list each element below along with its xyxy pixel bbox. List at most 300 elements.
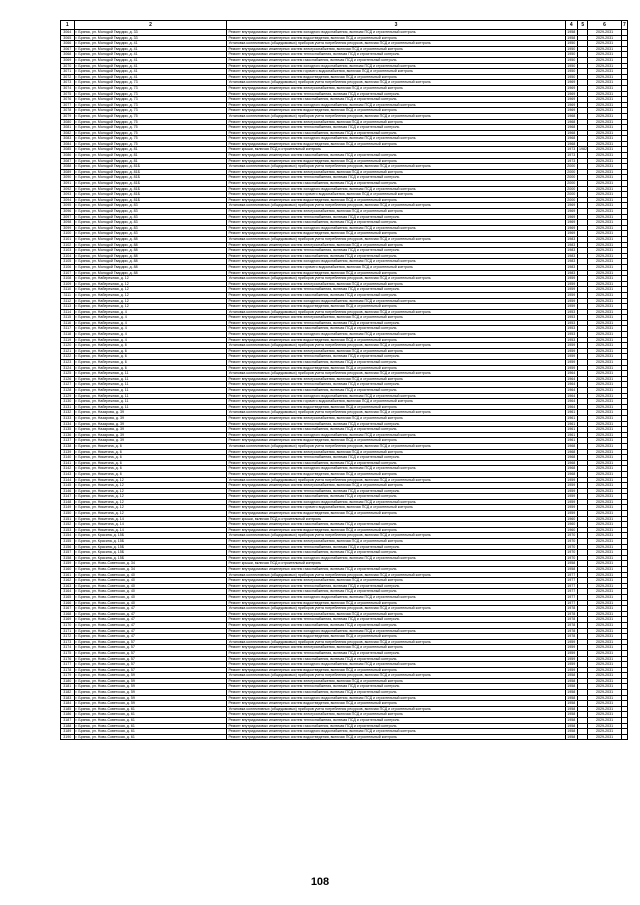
work-type-cell: Ремонт внутридомовых инженерных систем холодного водоснабжения, включая ПСД и строительный контроль	[227, 695, 565, 701]
address-cell: г. Брянск, ул. Ново-Советская, д. 59	[74, 678, 227, 684]
work-type-cell: Ремонт внутридомовых инженерных систем теплоснабжения, включая ПСД и строительный контроль	[227, 382, 565, 388]
work-type-cell: Установка коллективных (общедомовых) приборов учета потребления ресурсов, включая ПСД и строительный контроль	[227, 309, 565, 315]
period-cell: 2029-2031	[588, 337, 621, 343]
work-type-cell: Ремонт внутридомовых инженерных систем холодного водоснабжения, включая ПСД и строительный контроль	[227, 729, 565, 735]
address-cell: г. Брянск, ул. Ново-Советская, д. 59	[74, 690, 227, 696]
address-cell: г. Брянск, ул. Молодой Гвардии, д. 81Б	[74, 181, 227, 187]
period-cell: 2029-2031	[588, 404, 621, 410]
build-year-cell: 1964	[565, 399, 577, 405]
row-number: 3184	[61, 701, 75, 707]
work-type-cell: Ремонт внутридомовых инженерных систем теплоснабжения, включая ПСД и строительный контроль	[227, 421, 565, 427]
period-cell: 2029-2031	[588, 209, 621, 215]
address-cell: г. Брянск, ул. Ново-Советская, д. 47	[74, 611, 227, 617]
build-year-cell: 1968	[565, 443, 577, 449]
row-number: 3082	[61, 130, 75, 136]
period-cell: 2029-2031	[588, 460, 621, 466]
build-year-cell: 1958	[565, 734, 577, 740]
build-year-cell: 1970	[565, 533, 577, 539]
build-year-cell: 1968	[565, 460, 577, 466]
table-row	[61, 734, 628, 740]
row-number: 3176	[61, 656, 75, 662]
row-number: 3107	[61, 270, 75, 276]
build-year-cell: 1970	[565, 550, 577, 556]
work-type-cell: Ремонт внутридомовых инженерных систем теплоснабжения, включая ПСД и строительный контроль	[227, 650, 565, 656]
period-cell: 2029-2031	[588, 678, 621, 684]
build-year-cell: 1968	[565, 449, 577, 455]
period-cell: 2029-2031	[588, 505, 621, 511]
row-number: 3093	[61, 192, 75, 198]
period-cell: 2029-2031	[588, 555, 621, 561]
build-year-cell: 1958	[565, 567, 577, 573]
address-cell: г. Брянск, ул. Молодой Гвардии, д. 75	[74, 141, 227, 147]
address-cell: г. Брянск, ул. Молодой Гвардии, д. 81Б	[74, 192, 227, 198]
work-type-cell: Ремонт внутридомовых инженерных систем теплоснабжения, включая ПСД и строительный контроль	[227, 175, 565, 181]
row-number: 3137	[61, 438, 75, 444]
build-year-cell: 1964	[565, 404, 577, 410]
build-year-cell: 1961	[565, 421, 577, 427]
period-cell: 2029-2031	[588, 645, 621, 651]
row-number: 3065	[61, 35, 75, 41]
address-cell: г. Брянск, ул. Молодой Гвардии, д. 41	[74, 52, 227, 58]
build-year-cell: 1968	[565, 130, 577, 136]
period-cell: 2029-2031	[588, 248, 621, 254]
work-type-cell: Ремонт внутридомовых инженерных систем газоснабжения, включая ПСД и строительный контроль	[227, 656, 565, 662]
build-year-cell: 1970	[565, 544, 577, 550]
address-cell: г. Брянск, ул. Молодой Гвардии, д. 33	[74, 30, 227, 36]
period-cell: 2029-2031	[588, 63, 621, 69]
row-number: 3175	[61, 650, 75, 656]
row-number: 3111	[61, 292, 75, 298]
address-cell: г. Брянск, ул. Набережная, д. 12	[74, 281, 227, 287]
build-year-cell: 1958	[565, 30, 577, 36]
build-year-cell: 1959	[565, 360, 577, 366]
period-cell: 2029-2031	[588, 729, 621, 735]
period-cell: 2029-2031	[588, 438, 621, 444]
build-year-cell: 1969	[565, 97, 577, 103]
work-type-cell: Установка коллективных (общедомовых) приборов учета потребления ресурсов, включая ПСД и строительный контроль	[227, 443, 565, 449]
address-cell: г. Брянск, ул. Молодой Гвардии, д. 83	[74, 225, 227, 231]
work-type-cell: Установка коллективных (общедомовых) приборов учета потребления ресурсов, включая ПСД и строительный контроль	[227, 371, 565, 377]
row-number: 3142	[61, 466, 75, 472]
address-cell: г. Брянск, ул. Никитина, д. 6	[74, 466, 227, 472]
row-number: 3153	[61, 527, 75, 533]
work-type-cell: Ремонт внутридомовых инженерных систем холодного водоснабжения, включая ПСД и строительный контроль	[227, 225, 565, 231]
build-year-cell: 1959	[565, 639, 577, 645]
repair-year-cell	[578, 734, 588, 740]
row-number: 3109	[61, 281, 75, 287]
address-cell: г. Брянск, ул. Назарова, д. 39	[74, 415, 227, 421]
work-type-cell: Ремонт внутридомовых инженерных систем холодного водоснабжения, включая ПСД и строительный контроль	[227, 136, 565, 142]
address-cell: г. Брянск, ул. Набережная, д. 12	[74, 276, 227, 282]
build-year-cell: 1959	[565, 354, 577, 360]
build-year-cell: 1959	[565, 494, 577, 500]
build-year-cell: 1959	[565, 348, 577, 354]
row-number: 3087	[61, 158, 75, 164]
address-cell: г. Брянск, ул. Ново-Советская, д. 40	[74, 583, 227, 589]
build-year-cell: 1959	[565, 499, 577, 505]
period-cell: 2029-2031	[588, 276, 621, 282]
row-number: 3159	[61, 561, 75, 567]
row-number: 3178	[61, 667, 75, 673]
column-number: 5	[578, 21, 588, 30]
period-cell: 2029-2031	[588, 539, 621, 545]
work-type-cell: Ремонт внутридомовых инженерных систем газоснабжения, включая ПСД и строительный контроль	[227, 253, 565, 259]
work-type-cell: Ремонт внутридомовых инженерных систем теплоснабжения, включая ПСД и строительный контроль	[227, 455, 565, 461]
build-year-cell: 1959	[565, 477, 577, 483]
period-cell: 2029-2031	[588, 606, 621, 612]
extra-cell	[621, 734, 627, 740]
row-number: 3094	[61, 197, 75, 203]
work-type-cell: Ремонт внутридомовых инженерных систем холодного водоснабжения, включая ПСД и строительный контроль	[227, 555, 565, 561]
address-cell: г. Брянск, ул. Набережная, д. 11	[74, 388, 227, 394]
build-year-cell: 1977	[565, 578, 577, 584]
row-number: 3151	[61, 516, 75, 522]
row-number: 3165	[61, 594, 75, 600]
period-cell: 2029-2031	[588, 136, 621, 142]
build-year-cell: 1973	[565, 158, 577, 164]
address-cell: г. Брянск, ул. Набережная, д. 11	[74, 376, 227, 382]
period-cell: 2029-2031	[588, 477, 621, 483]
build-year-cell: 1950	[565, 52, 577, 58]
row-number: 3066	[61, 41, 75, 47]
build-year-cell: 1983	[565, 264, 577, 270]
address-cell: г. Брянск, ул. Набережная, д. 4	[74, 337, 227, 343]
build-year-cell: 1978	[565, 622, 577, 628]
work-type-cell: Ремонт внутридомовых инженерных систем холодного водоснабжения, включая ПСД и строительный контроль	[227, 259, 565, 265]
work-type-cell: Ремонт внутридомовых инженерных систем водоотведения, включая ПСД и строительный контроль	[227, 600, 565, 606]
address-cell: г. Брянск, ул. Ново-Советская, д. 40	[74, 589, 227, 595]
period-cell: 2029-2031	[588, 253, 621, 259]
row-number: 3180	[61, 678, 75, 684]
work-type-cell: Ремонт внутридомовых инженерных систем водоотведения, включая ПСД и строительный контроль	[227, 108, 565, 114]
address-cell: г. Брянск, ул. Молодой Гвардии, д. 73	[74, 102, 227, 108]
work-type-cell: Ремонт внутридомовых инженерных систем теплоснабжения, включая ПСД и строительный контроль	[227, 544, 565, 550]
address-cell: г. Брянск, ул. Молодой Гвардии, д. 75	[74, 125, 227, 131]
work-type-cell: Ремонт внутридомовых инженерных систем водоотведения, включая ПСД и строительный контроль	[227, 404, 565, 410]
work-type-cell: Ремонт внутридомовых инженерных систем горячего водоснабжения, включая ПСД и строительный контроль	[227, 399, 565, 405]
period-cell: 2029-2031	[588, 46, 621, 52]
work-type-cell: Ремонт внутридомовых инженерных систем водоотведения, включая ПСД и строительный контроль	[227, 527, 565, 533]
build-year-cell: 1968	[565, 119, 577, 125]
period-cell: 2029-2031	[588, 119, 621, 125]
row-number: 3143	[61, 471, 75, 477]
period-cell: 2029-2031	[588, 723, 621, 729]
build-year-cell: 1953	[565, 337, 577, 343]
period-cell: 2029-2031	[588, 673, 621, 679]
address-cell: г. Брянск, ул. Молодой Гвардии, д. 81Б	[74, 164, 227, 170]
work-type-cell: Ремонт внутридомовых инженерных систем электроснабжения, включая ПСД и строительный контроль	[227, 578, 565, 584]
address-cell: г. Брянск, ул. Ново-Советская, д. 34	[74, 567, 227, 573]
address-cell: г. Брянск, ул. Молодой Гвардии, д. 83	[74, 231, 227, 237]
period-cell: 2029-2031	[588, 639, 621, 645]
build-year-cell: 2000	[565, 192, 577, 198]
column-number: 2	[74, 21, 227, 30]
address-cell: г. Брянск, ул. Набережная, д. 6	[74, 343, 227, 349]
row-number: 3128	[61, 388, 75, 394]
build-year-cell: 1959	[565, 662, 577, 668]
period-cell: 2029-2031	[588, 432, 621, 438]
period-cell: 2029-2031	[588, 443, 621, 449]
row-number: 3156	[61, 544, 75, 550]
build-year-cell: 1968	[565, 141, 577, 147]
period-cell: 2029-2031	[588, 690, 621, 696]
period-cell: 2029-2031	[588, 589, 621, 595]
work-type-cell: Ремонт внутридомовых инженерных систем газоснабжения, включая ПСД и строительный контроль	[227, 589, 565, 595]
build-year-cell: 1950	[565, 46, 577, 52]
work-type-cell: Ремонт внутридомовых инженерных систем газоснабжения, включая ПСД и строительный контроль	[227, 494, 565, 500]
period-cell: 2029-2031	[588, 628, 621, 634]
row-number: 3084	[61, 141, 75, 147]
address-cell: г. Брянск, ул. Никитина, д. 6	[74, 449, 227, 455]
row-number: 3089	[61, 169, 75, 175]
work-type-cell: Установка коллективных (общедомовых) приборов учета потребления ресурсов, включая ПСД и строительный контроль	[227, 639, 565, 645]
period-cell: 2029-2031	[588, 97, 621, 103]
row-number: 3077	[61, 102, 75, 108]
build-year-cell: 1968	[565, 466, 577, 472]
work-type-cell: Ремонт внутридомовых инженерных систем водоотведения, включая ПСД и строительный контроль	[227, 634, 565, 640]
work-type-cell: Ремонт внутридомовых инженерных систем электроснабжения, включая ПСД и строительный контроль	[227, 611, 565, 617]
period-cell: 2029-2031	[588, 550, 621, 556]
address-cell: г. Брянск, ул. Ново-Советская, д. 61	[74, 723, 227, 729]
build-year-cell: 1958	[565, 695, 577, 701]
work-type-cell: Ремонт внутридомовых инженерных систем электроснабжения, включая ПСД и строительный контроль	[227, 85, 565, 91]
address-cell: г. Брянск, ул. Никитина, д. 6	[74, 443, 227, 449]
row-number: 3138	[61, 443, 75, 449]
period-cell: 2029-2031	[588, 522, 621, 528]
build-year-cell: 1958	[565, 729, 577, 735]
work-type-cell: Ремонт внутридомовых инженерных систем электроснабжения, включая ПСД и строительный контроль	[227, 712, 565, 718]
period-cell: 2029-2031	[588, 125, 621, 131]
build-year-cell: 1961	[565, 438, 577, 444]
period-cell: 2029-2031	[588, 236, 621, 242]
work-type-cell: Ремонт внутридомовых инженерных систем горячего водоснабжения, включая ПСД и строительный контроль	[227, 192, 565, 198]
address-cell: г. Брянск, ул. Молодой Гвардии, д. 88	[74, 248, 227, 254]
build-year-cell: 1958	[565, 712, 577, 718]
column-number: 7	[622, 22, 626, 28]
row-number: 3090	[61, 175, 75, 181]
work-type-cell: Установка коллективных (общедомовых) приборов учета потребления ресурсов, включая ПСД и строительный контроль	[227, 276, 565, 282]
row-number: 3085	[61, 147, 75, 153]
address-cell: г. Брянск, ул. Ново-Советская, д. 57	[74, 645, 227, 651]
build-year-cell: 2000	[565, 186, 577, 192]
row-number: 3130	[61, 399, 75, 405]
period-cell: 2029-2031	[588, 706, 621, 712]
repair-year-cell: 1982	[579, 147, 588, 152]
period-cell: 2029-2031	[588, 622, 621, 628]
build-year-cell: 1969	[565, 225, 577, 231]
row-number: 3166	[61, 600, 75, 606]
address-cell: г. Брянск, ул. Красина, д. 15Б	[74, 555, 227, 561]
row-number: 3160	[61, 567, 75, 573]
row-number: 3113	[61, 304, 75, 310]
row-number: 3096	[61, 209, 75, 215]
row-number: 3081	[61, 125, 75, 131]
period-cell: 2029-2031	[588, 734, 621, 740]
period-cell: 2029-2031	[588, 69, 621, 75]
address-cell: г. Брянск, ул. Молодой Гвардии, д. 41	[74, 63, 227, 69]
row-number: 3095	[61, 203, 75, 209]
address-cell: г. Брянск, ул. Молодой Гвардии, д. 81Б	[74, 186, 227, 192]
row-number: 3099	[61, 225, 75, 231]
build-year-cell: 1958	[565, 561, 577, 567]
build-year-cell: 1959	[565, 488, 577, 494]
work-type-cell: Ремонт внутридомовых инженерных систем теплоснабжения, включая ПСД и строительный контроль	[227, 488, 565, 494]
build-year-cell: 1969	[565, 220, 577, 226]
work-type-cell: Ремонт внутридомовых инженерных систем водоотведения, включая ПСД и строительный контроль	[227, 438, 565, 444]
address-cell: г. Брянск, ул. Набережная, д. 6	[74, 354, 227, 360]
build-year-cell: 1977	[565, 583, 577, 589]
period-cell: 2029-2031	[588, 343, 621, 349]
build-year-cell: 2000	[565, 169, 577, 175]
build-year-cell: 1977	[565, 600, 577, 606]
row-number: 3118	[61, 332, 75, 338]
work-type-cell: Ремонт внутридомовых инженерных систем электроснабжения, включая ПСД и строительный контроль	[227, 281, 565, 287]
work-type-cell: Ремонт внутридомовых инженерных систем теплоснабжения, включая ПСД и строительный контроль	[227, 320, 565, 326]
address-cell: г. Брянск, ул. Ново-Советская, д. 57	[74, 656, 227, 662]
row-number: 3167	[61, 606, 75, 612]
row-number: 3158	[61, 555, 75, 561]
work-type-cell: Ремонт внутридомовых инженерных систем водоотведения, включая ПСД и строительный контроль	[227, 158, 565, 164]
period-cell: 2029-2031	[588, 712, 621, 718]
address-cell: г. Брянск, ул. Никитина, д. 12	[74, 494, 227, 500]
period-cell: 2029-2031	[588, 572, 621, 578]
period-cell: 2029-2031	[588, 348, 621, 354]
work-type-cell: Ремонт внутридомовых инженерных систем холодного водоснабжения, включая ПСД и строительный контроль	[227, 63, 565, 69]
period-cell: 2029-2031	[588, 527, 621, 533]
period-cell: 2029-2031	[588, 617, 621, 623]
work-type-cell: Ремонт внутридомовых инженерных систем газоснабжения, включая ПСД и строительный контроль	[227, 326, 565, 332]
address-cell: г. Брянск, ул. Никитина, д. 14	[74, 527, 227, 533]
period-cell: 2029-2031	[588, 399, 621, 405]
build-year-cell: 1969	[565, 203, 577, 209]
row-number: 3190	[61, 734, 75, 740]
address-cell: г. Брянск, ул. Ново-Советская, д. 34	[74, 561, 227, 567]
work-type-cell: Ремонт внутридомовых инженерных систем газоснабжения, включая ПСД и строительный контроль	[227, 360, 565, 366]
work-type-cell: Ремонт крыши, включая ПСД и строительный контроль	[227, 561, 565, 567]
period-cell: 2029-2031	[588, 309, 621, 315]
row-number: 3144	[61, 477, 75, 483]
build-year-cell: 1960	[565, 527, 577, 533]
address-cell: г. Брянск, ул. Ново-Советская, д. 59	[74, 695, 227, 701]
work-type-cell: Ремонт внутридомовых инженерных систем газоснабжения, включая ПСД и строительный контроль	[227, 723, 565, 729]
row-number: 3070	[61, 63, 75, 69]
period-cell: 2029-2031	[588, 30, 621, 36]
work-type-cell: Ремонт внутридомовых инженерных систем электроснабжения, включая ПСД и строительный контроль	[227, 242, 565, 248]
work-type-cell: Установка коллективных (общедомовых) приборов учета потребления ресурсов, включая ПСД и строительный контроль	[227, 203, 565, 209]
build-year-cell: 1978	[565, 611, 577, 617]
period-cell: 2029-2031	[588, 85, 621, 91]
build-year-cell: 1953	[565, 309, 577, 315]
row-number: 3140	[61, 455, 75, 461]
address-cell: г. Брянск, ул. Красина, д. 15Б	[74, 544, 227, 550]
build-year-cell: 1969	[565, 85, 577, 91]
row-number: 3133	[61, 415, 75, 421]
row-number: 3115	[61, 315, 75, 321]
work-type-cell: Ремонт внутридомовых инженерных систем холодного водоснабжения, включая ПСД и строительный контроль	[227, 432, 565, 438]
period-cell: 2029-2031	[588, 650, 621, 656]
row-number: 3188	[61, 723, 75, 729]
period-cell: 2029-2031	[588, 242, 621, 248]
address-cell: г. Брянск, ул. Молодой Гвардии, д. 81Б	[74, 169, 227, 175]
row-number: 3086	[61, 153, 75, 159]
period-cell: 2029-2031	[588, 141, 621, 147]
address-cell: г. Брянск, ул. Молодой Гвардии, д. 75	[74, 136, 227, 142]
row-number: 3186	[61, 712, 75, 718]
row-number: 3157	[61, 550, 75, 556]
address-cell: г. Брянск, ул. Молодой Гвардии, д. 73	[74, 91, 227, 97]
row-number: 3147	[61, 494, 75, 500]
row-number: 3078	[61, 108, 75, 114]
build-year-cell: 1959	[565, 656, 577, 662]
period-cell: 2029-2031	[588, 455, 621, 461]
work-type-cell: Ремонт внутридомовых инженерных систем теплоснабжения, включая ПСД и строительный контроль	[227, 91, 565, 97]
period-cell: 2029-2031	[588, 483, 621, 489]
work-type-cell: Ремонт внутридомовых инженерных систем холодного водоснабжения, включая ПСД и строительный контроль	[227, 102, 565, 108]
build-year-cell: 1968	[565, 136, 577, 142]
row-number: 3170	[61, 622, 75, 628]
period-cell: 2029-2031	[588, 57, 621, 63]
address-cell: г. Брянск, ул. Красина, д. 15Б	[74, 550, 227, 556]
address-cell: г. Брянск, ул. Ново-Советская, д. 59	[74, 673, 227, 679]
work-type-cell: Ремонт внутридомовых инженерных систем электроснабжения, включая ПСД и строительный контроль	[227, 169, 565, 175]
period-cell: 2029-2031	[588, 281, 621, 287]
work-type-cell: Ремонт внутридомовых инженерных систем холодного водоснабжения, включая ПСД и строительный контроль	[227, 499, 565, 505]
period-cell: 2029-2031	[588, 578, 621, 584]
address-cell: г. Брянск, ул. Молодой Гвардии, д. 41	[74, 41, 227, 47]
address-cell: г. Брянск, ул. Набережная, д. 11	[74, 382, 227, 388]
period-cell: 2029-2031	[588, 158, 621, 164]
build-year-cell: 1959	[565, 292, 577, 298]
period-cell: 2029-2031	[588, 354, 621, 360]
row-number: 3105	[61, 259, 75, 265]
address-cell: г. Брянск, ул. Никитина, д. 12	[74, 477, 227, 483]
build-year-cell: 1964	[565, 371, 577, 377]
address-cell: г. Брянск, ул. Набережная, д. 12	[74, 304, 227, 310]
work-type-cell: Ремонт внутридомовых инженерных систем водоотведения, включая ПСД и строительный контроль	[227, 231, 565, 237]
row-number: 3125	[61, 371, 75, 377]
row-number: 3169	[61, 617, 75, 623]
work-type-cell: Ремонт внутридомовых инженерных систем водоотведения, включая ПСД и строительный контроль	[227, 304, 565, 310]
period-cell: 2029-2031	[588, 449, 621, 455]
period-cell: 2029-2031	[588, 225, 621, 231]
work-type-cell: Ремонт внутридомовых инженерных систем холодного водоснабжения, включая ПСД и строительный контроль	[227, 186, 565, 192]
build-year-cell: 1958	[565, 723, 577, 729]
period-cell: 2029-2031	[588, 74, 621, 80]
work-type-cell: Ремонт внутридомовых инженерных систем водоотведения, включая ПСД и строительный контроль	[227, 511, 565, 517]
work-type-cell: Ремонт внутридомовых инженерных систем электроснабжения, включая ПСД и строительный контроль	[227, 315, 565, 321]
work-type-cell: Ремонт внутридомовых инженерных систем теплоснабжения, включая ПСД и строительный контроль	[227, 684, 565, 690]
address-cell: г. Брянск, ул. Молодой Гвардии, д. 88	[74, 236, 227, 242]
work-type-cell: Установка коллективных (общедомовых) приборов учета потребления ресурсов, включая ПСД и строительный контроль	[227, 706, 565, 712]
build-year-cell: 2000	[565, 197, 577, 203]
period-cell: 2029-2031	[588, 153, 621, 159]
period-cell: 2029-2031	[588, 315, 621, 321]
period-cell: 2029-2031	[588, 701, 621, 707]
row-number: 3149	[61, 505, 75, 511]
row-number: 3098	[61, 220, 75, 226]
period-cell: 2029-2031	[588, 292, 621, 298]
build-year-cell: 1970	[565, 539, 577, 545]
row-number: 3092	[61, 186, 75, 192]
address-cell: г. Брянск, ул. Набережная, д. 4	[74, 315, 227, 321]
period-cell: 2029-2031	[588, 130, 621, 136]
address-cell: г. Брянск, ул. Молодой Гвардии, д. 73	[74, 85, 227, 91]
row-number: 3127	[61, 382, 75, 388]
build-year-cell: 1964	[565, 388, 577, 394]
address-cell: г. Брянск, ул. Никитина, д. 12	[74, 511, 227, 517]
row-number: 3171	[61, 628, 75, 634]
build-year-cell: 1969	[565, 80, 577, 86]
